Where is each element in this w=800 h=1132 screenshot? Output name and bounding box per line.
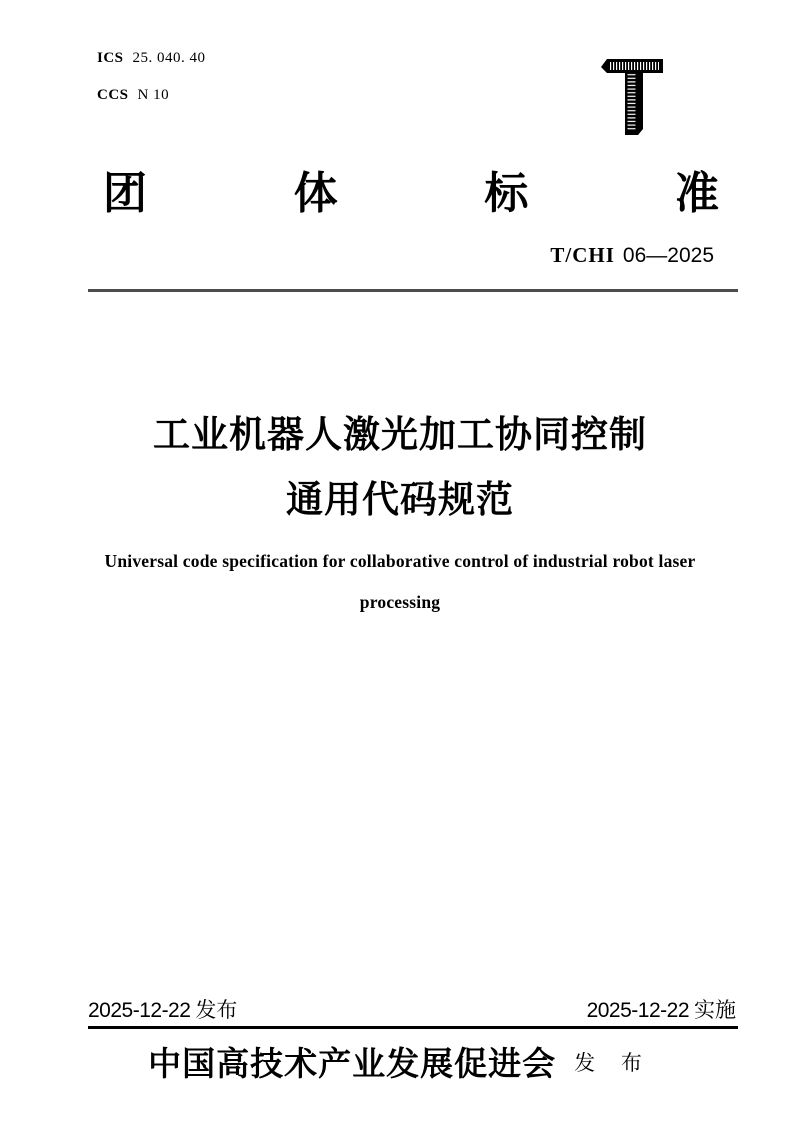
ics-value: 25. 040. 40: [132, 50, 206, 66]
publisher-name: 中国高技术产业发展促进会: [148, 1047, 557, 1083]
group-standard-t-logo-icon: [597, 55, 665, 139]
banner-group-standard: [103, 170, 719, 218]
implement-label: 实施: [694, 999, 736, 1022]
publisher-row: [0, 1038, 800, 1085]
banner-char-biao: 标: [484, 169, 529, 218]
footer-rule: [88, 1026, 738, 1029]
english-subtitle-line-1: Universal code specification for collaborative control of industrial robot laser: [104, 551, 696, 571]
publish-label: 发 布: [574, 1051, 652, 1075]
banner-char-tuan: 团: [103, 169, 147, 218]
title-line-2: 通用代码规范: [286, 479, 514, 520]
implement-date: 2025-12-22: [586, 999, 689, 1022]
standard-number-prefix: T/CHI: [550, 243, 615, 267]
dates-row: [88, 994, 736, 1024]
standard-number: [550, 243, 714, 268]
issue-date: 2025-12-22: [88, 999, 191, 1022]
ccs-code-line: [97, 87, 169, 104]
issue-date-item: [88, 994, 237, 1024]
banner-char-ti: 体: [293, 169, 338, 218]
english-subtitle-line-2: processing: [359, 592, 441, 612]
banner-char-zhun: 准: [674, 169, 719, 218]
header-rule: [88, 289, 738, 292]
ics-label: ICS: [97, 50, 124, 66]
ccs-value: N 10: [137, 87, 170, 103]
standard-number-value: 06—2025: [622, 244, 714, 267]
title-line-1: 工业机器人激光加工协同控制: [153, 414, 647, 455]
ccs-label: CCS: [97, 87, 129, 103]
ics-code-line: [97, 50, 206, 67]
implement-date-item: [587, 994, 736, 1024]
issue-label: 发布: [195, 999, 238, 1022]
